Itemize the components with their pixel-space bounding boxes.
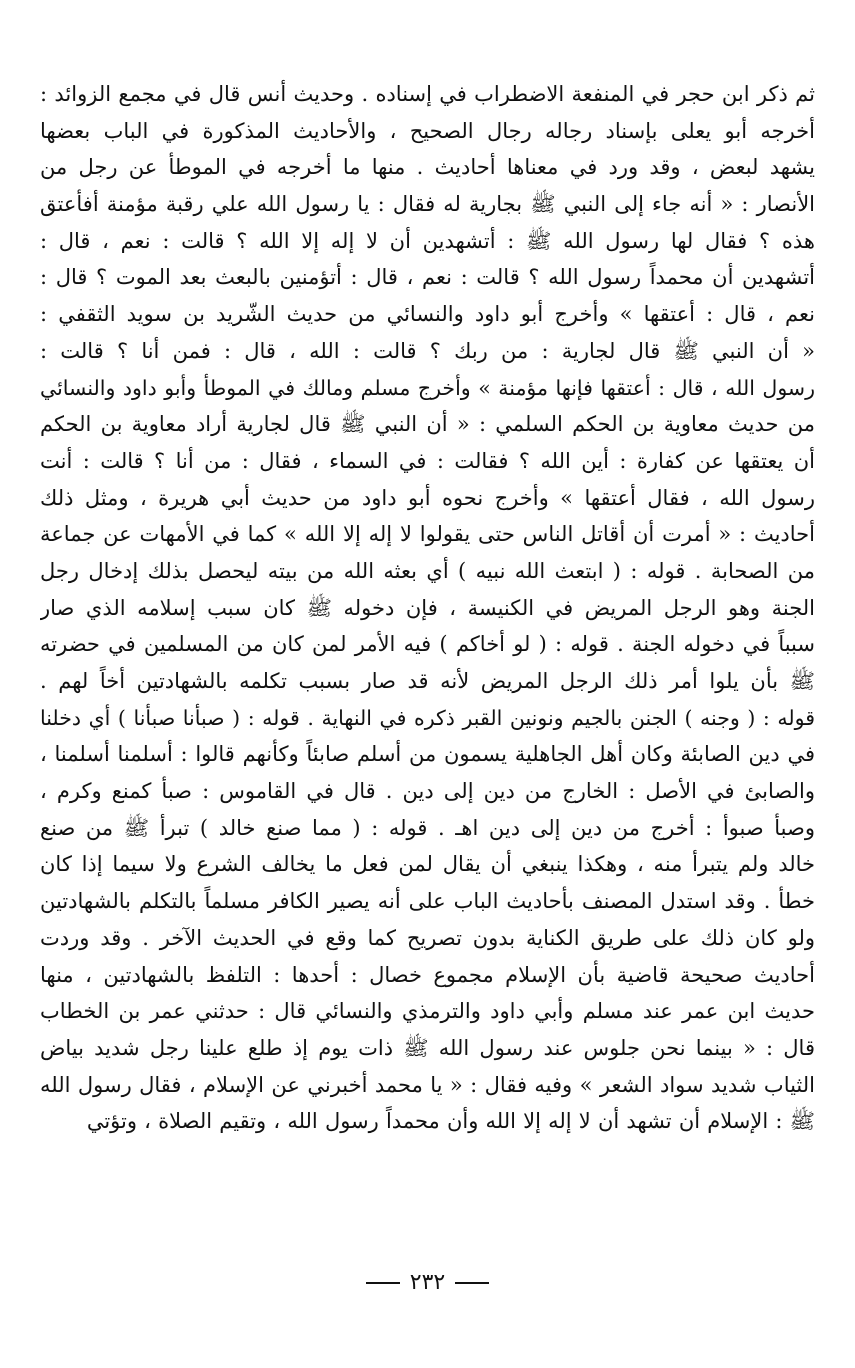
text-line: نعم ، قال : أعتقها » وأخرج أبو داود والنسائي من حديث الشّريد بن سويد الثقفي : [40, 302, 815, 327]
text-line: خالد ولم يتبرأ منه ، وهكذا ينبغي أن يقال لمن فعل ما يخالف الشرع ولا سيما إذا كان [40, 852, 815, 877]
text-line: سبباً في دخوله الجنة . قوله : ( لو أخاكم ) فيه الأمر لمن كان من المسلمين في حضرته [40, 632, 815, 657]
text-line: يشهد لبعض ، وقد ورد في معناها أحاديث . منها ما أخرجه في الموطأ عن رجل من [40, 155, 815, 180]
text-line: والصابئ في الأصل : الخارج من دين إلى دين . قال في القاموس : صبأ كمنع وكرم ، [40, 779, 815, 804]
text-line: قال : « بينما نحن جلوس عند رسول الله ﷺ ذات يوم إذ طلع علينا رجل شديد بياض [40, 1035, 815, 1060]
text-line: وصبأ صبوأ : أخرج من دين إلى دين اهـ . قوله : ( مما صنع خالد ) تبرأ ﷺ من صنع [40, 815, 815, 840]
text-line: قوله : ( وجنه ) الجنن بالجيم ونونين القبر ذكره في النهاية . قوله : ( صبأنا صبأنا ) أي دخلنا [40, 705, 815, 730]
body-text [40, 76, 815, 1140]
text-line: حديث ابن عمر عند مسلم وأبي داود والترمذي والنسائي قال : حدثني عمر بن الخطاب [40, 999, 815, 1024]
text-line: خطأ . وقد استدل المصنف بأحاديث الباب على أنه يصير الكافر مسلماً بالتكلم بالشهادتين [40, 889, 815, 914]
text-line: ﷺ بأن يلوا أمر ذلك الرجل المريض لأنه قد صار بسبب تكلمه بالشهادتين أخاً لهم . [40, 669, 815, 693]
text-line: من الصحابة . قوله : ( ابتعث الله نبيه ) أي بعثه الله من بيته ليحصل بذلك إدخال رجل [40, 558, 815, 583]
text-line: الجنة وهو الرجل المريض في الكنيسة ، فإن دخوله ﷺ كان سبب إسلامه الذي صار [40, 595, 815, 620]
text-line: رسول الله ، فقال أعتقها » وأخرج نحوه أبو داود من حديث أبي هريرة ، ومثل ذلك [40, 485, 815, 510]
text-line: الثياب شديد سواد الشعر » وفيه فقال : « يا محمد أخبرني عن الإسلام ، فقال رسول الله [40, 1072, 815, 1097]
page-number: ٢٣٢ [409, 1270, 446, 1295]
text-line: من حديث معاوية بن الحكم السلمي : « أن النبي ﷺ قال لجارية أراد معاوية بن الحكم [40, 412, 815, 437]
footer-dash-left [366, 1282, 400, 1284]
text-line: ﷺ : الإسلام أن تشهد أن لا إله إلا الله وأن محمداً رسول الله ، وتقيم الصلاة ، وتؤتي [86, 1109, 815, 1134]
footer-dash-right [455, 1282, 489, 1284]
page-footer [0, 1268, 855, 1298]
text-line: « أن النبي ﷺ قال لجارية : من ربك ؟ قالت : الله ، قال : فمن أنا ؟ قالت : [40, 338, 815, 363]
text-line: ثم ذكر ابن حجر في المنفعة الاضطراب في إسناده . وحديث أنس قال في مجمع الزوائد : [40, 82, 815, 106]
text-line: في دين الصابئة وكان أهل الجاهلية يسمون من أسلم صابئاً وكأنهم قالوا : أسلمنا أسلمنا ، [40, 742, 815, 767]
text-line: أن يعتقها عن كفارة : أين الله ؟ فقالت : في السماء ، فقال : من أنا ؟ قالت : أنت [40, 448, 815, 473]
text-line: أحاديث : « أمرت أن أقاتل الناس حتى يقولوا لا إله إلا الله » كما في الأمهات عن جماعة [40, 522, 815, 547]
text-line: هذه ؟ فقال لها رسول الله ﷺ : أتشهدين أن لا إله إلا الله ؟ قالت : نعم ، قال : [40, 228, 815, 253]
text-line: أتشهدين أن محمداً رسول الله ؟ قالت : نعم ، قال : أتؤمنين بالبعث بعد الموت ؟ قال : [40, 265, 815, 290]
text-line: أحاديث صحيحة قاضية بأن الإسلام مجموع خصال : أحدها : التلفظ بالشهادتين ، منها [40, 962, 815, 987]
text-line: الأنصار : « أنه جاء إلى النبي ﷺ بجارية له فقال : يا رسول الله علي رقبة مؤمنة أفأعتق [40, 192, 815, 217]
text-line: رسول الله ، قال : أعتقها فإنها مؤمنة » وأخرج مسلم ومالك في الموطأ وأبو داود والنسائي [40, 375, 815, 400]
text-line: ولو كان ذلك على طريق الكناية بدون تصريح كما وقع في الحديث الآخر . وقد وردت [40, 925, 815, 950]
text-line: أخرجه أبو يعلى بإسناد رجاله رجال الصحيح ، والأحاديث المذكورة في الباب بعضها [40, 118, 815, 143]
